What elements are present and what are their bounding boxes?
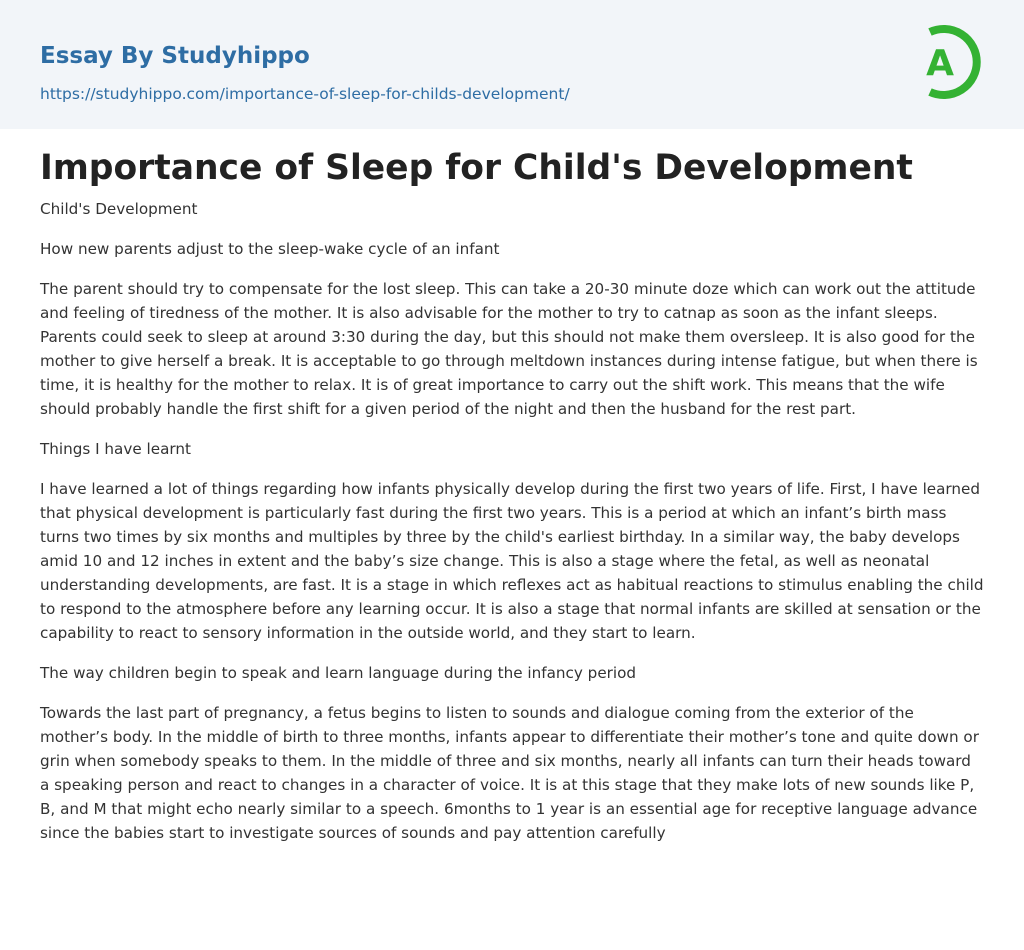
source-url-link[interactable]: https://studyhippo.com/importance-of-sleep-for-childs-development/ — [40, 85, 570, 103]
section-heading-sleep-wake: How new parents adjust to the sleep-wake cycle of an infant — [40, 240, 500, 258]
article — [40, 140, 984, 861]
site-brand[interactable]: Essay By Studyhippo — [40, 43, 310, 69]
section-heading-language: The way children begin to speak and learn language during the infancy period — [40, 664, 637, 682]
section-heading-things-learnt: Things I have learnt — [40, 440, 191, 458]
paragraph-language-development: Towards the last part of pregnancy, a fetus begins to listen to sounds and dialogue coming from the exterior of the mother’s body. In the middle of birth to three months, infants appear to differentiate their mother’s tone and quite down or grin when somebody speaks to them. In the middle of three and six months, nearly all infants can turn their heads toward a speaking person and react to changes in a character of voice. It is at this stage that they make lots of new sounds like P, B, and M that might echo nearly similar to a speech. 6months to 1 year is an essential age for receptive language advance since the babies start to investigate sources of sounds and pay attention carefully — [40, 704, 979, 842]
article-subheading: Child's Development — [40, 200, 198, 218]
logo-letter: A — [926, 43, 954, 84]
studyhippo-logo-icon[interactable] — [913, 19, 985, 105]
page-header — [0, 0, 1024, 129]
paragraph-sleep-compensation: The parent should try to compensate for the lost sleep. This can take a 20-30 minute doze which can work out the attitude and feeling of tiredness of the mother. It is also advisable for the mother to try to catnap as soon as the infant sleeps. Parents could seek to sleep at around 3:30 during the day, but this should not make them oversleep. It is also good for the mother to give herself a break. It is acceptable to go through meltdown instances during intense fatigue, but when there is time, it is healthy for the mother to relax. It is of great importance to carry out the shift work. This means that the wife should probably handle the first shift for a given period of the night and then the husband for the rest part. — [40, 280, 978, 418]
page-title: Importance of Sleep for Child's Development — [40, 148, 913, 188]
paragraph-physical-development: I have learned a lot of things regarding how infants physically develop during the first two years of life. First, I have learned that physical development is particularly fast during the first two years. This is a period at which an infant’s birth mass turns two times by six months and multiples by three by the child's earliest birthday. In a similar way, the baby develops amid 10 and 12 inches in extent and the baby’s size change. This is also a stage where the fetal, as well as neonatal understanding developments, are fast. It is a stage in which reflexes act as habitual reactions to stimulus enabling the child to respond to the atmosphere before any learning occur. It is also a stage that normal infants are skilled at sensation or the capability to react to sensory information in the outside world, and they start to learn. — [40, 480, 984, 642]
